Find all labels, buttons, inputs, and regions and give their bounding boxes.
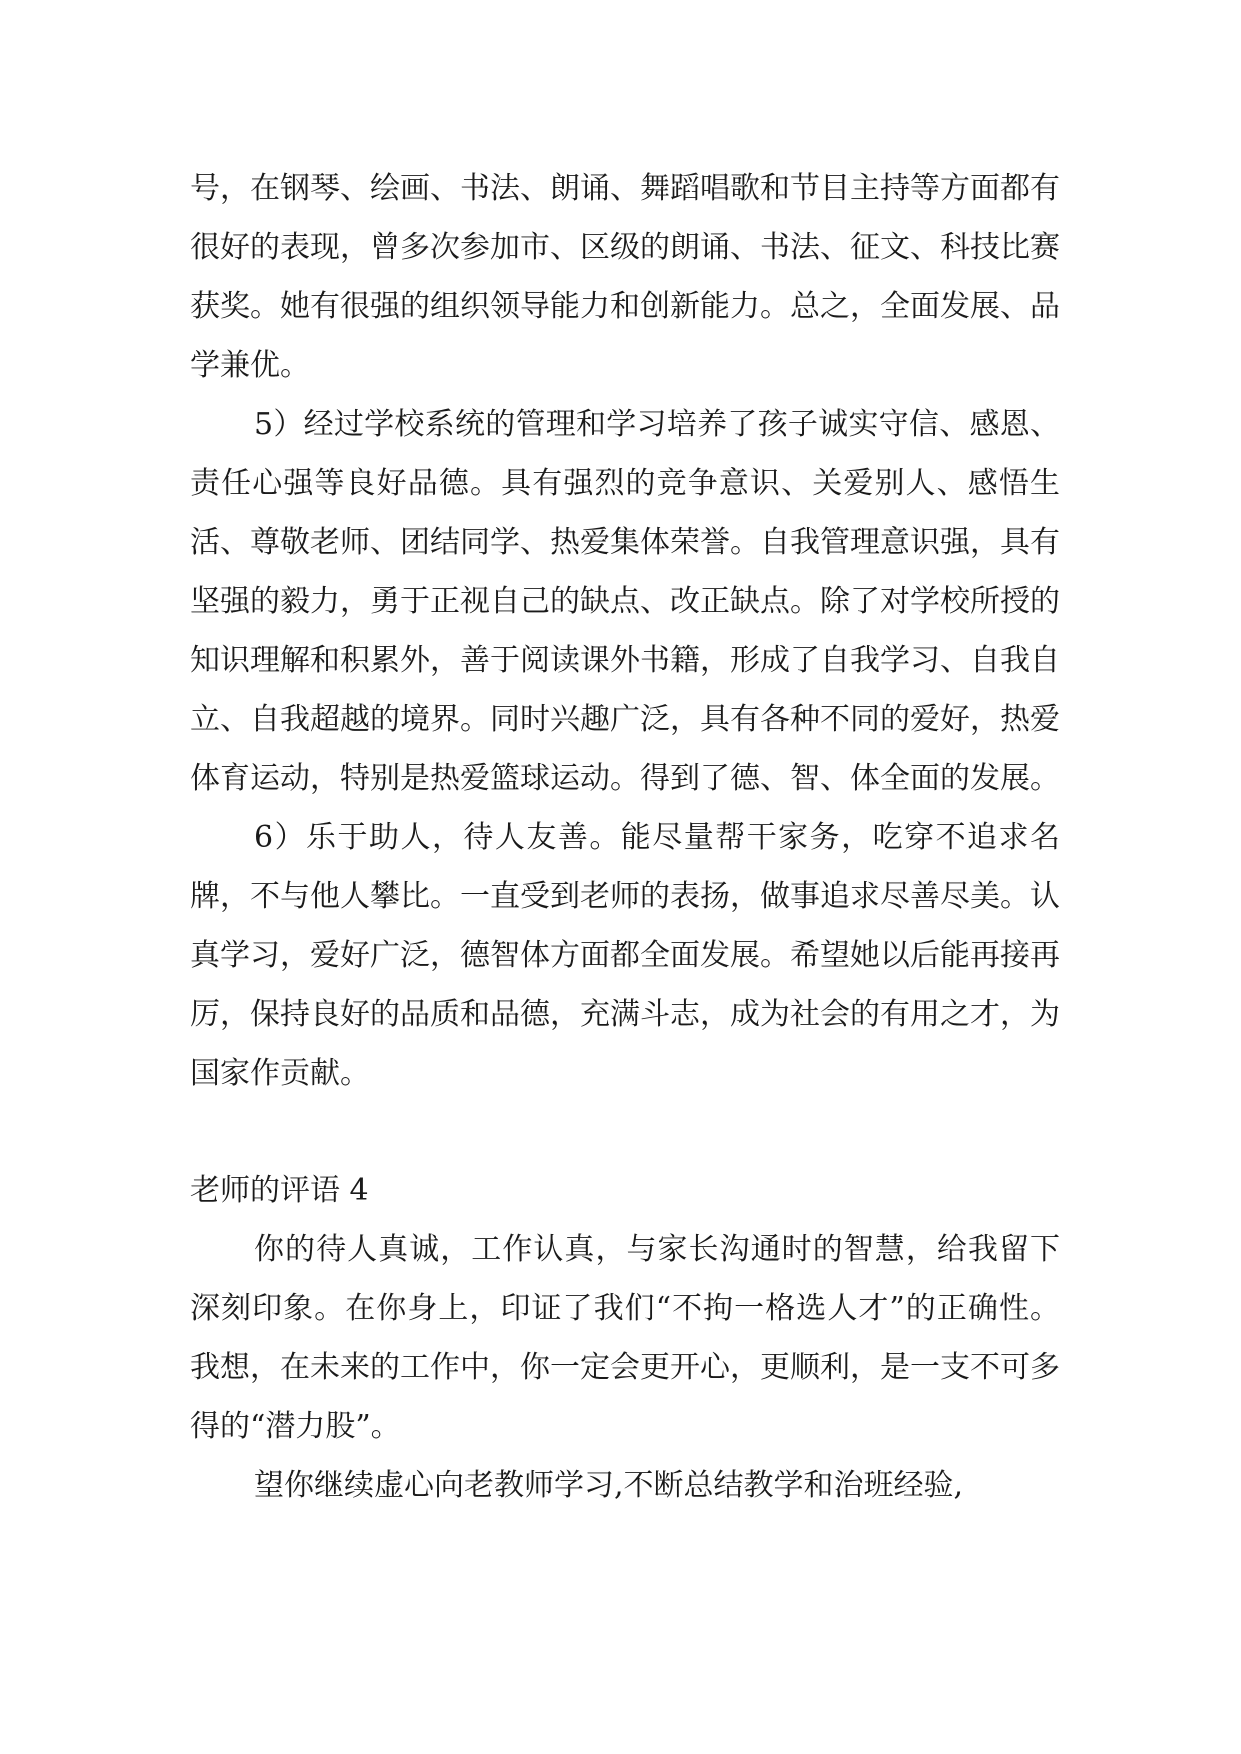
paragraph-item-6: 6）乐于助人，待人友善。能尽量帮干家务，吃穿不追求名牌，不与他人攀比。一直受到老师的表扬，做事追求尽善尽美。认真学习，爱好广泛，德智体方面都全面发展。希望她以后能再接再厉，保持良好的品质和品德，充满斗志，成为社会的有用之才，为国家作贡献。 <box>190 820 1060 1091</box>
section-spacer <box>190 1103 1060 1161</box>
document-body <box>190 159 1060 1515</box>
paragraph-continued: 号，在钢琴、绘画、书法、朗诵、舞蹈唱歌和节目主持等方面都有很好的表现，曾多次参加市、区级的朗诵、书法、征文、科技比赛获奖。她有很强的组织领导能力和创新能力。总之，全面发展、品学兼优。 <box>190 171 1060 383</box>
paragraph-comment-1: 你的待人真诚，工作认真，与家长沟通时的智慧，给我留下深刻印象。在你身上，印证了我们“不拘一格选人才”的正确性。我想，在未来的工作中，你一定会更开心，更顺利，是一支不可多得的“潜力股”。 <box>190 1232 1060 1444</box>
paragraph-item-5: 5）经过学校系统的管理和学习培养了孩子诚实守信、感恩、责任心强等良好品德。具有强烈的竞争意识、关爱别人、感悟生活、尊敬老师、团结同学、热爱集体荣誉。自我管理意识强，具有坚强的毅力，勇于正视自己的缺点、改正缺点。除了对学校所授的知识理解和积累外，善于阅读课外书籍，形成了自我学习、自我自立、自我超越的境界。同时兴趣广泛，具有各种不同的爱好，热爱体育运动，特别是热爱篮球运动。得到了德、智、体全面的发展。 <box>190 407 1060 796</box>
section-heading: 老师的评语 4 <box>190 1173 369 1208</box>
paragraph-comment-2: 望你继续虚心向老教师学习,不断总结教学和治班经验, <box>254 1468 964 1503</box>
